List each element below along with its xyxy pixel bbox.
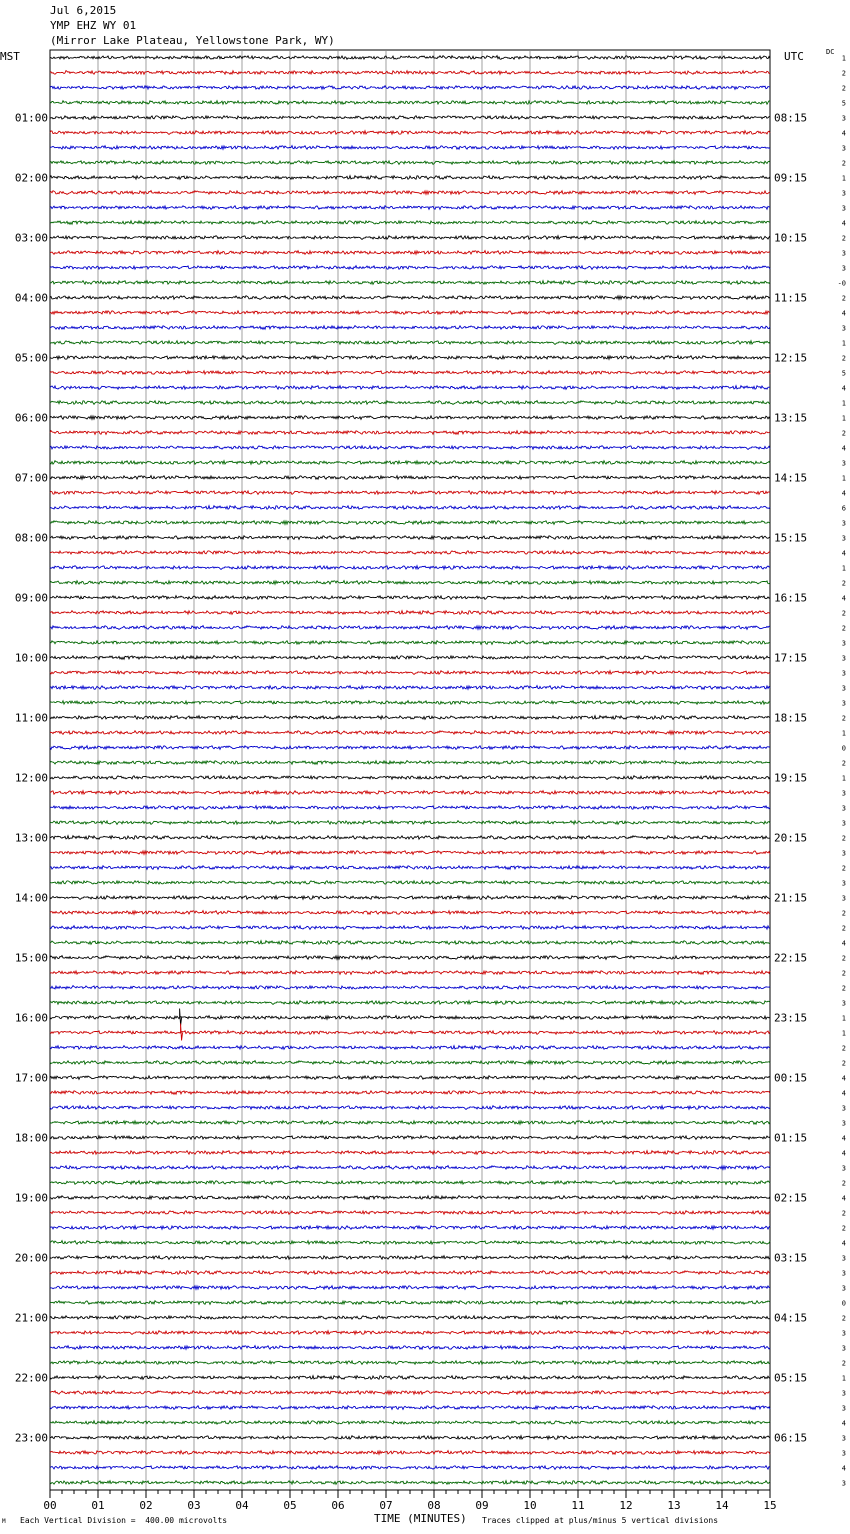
right-hour-label: 18:15 (774, 711, 808, 725)
dc-offset-label: 3 (841, 1479, 846, 1488)
header-date: Jul 6,2015 (50, 4, 117, 17)
dc-offset-label: 0 (841, 1299, 846, 1308)
dc-offset-label: 0 (841, 744, 846, 753)
trace-24 (50, 416, 770, 420)
right-hour-label: 13:15 (774, 411, 808, 425)
x-tick-label: 05 (283, 1499, 297, 1512)
right-hour-label: 02:15 (774, 1191, 808, 1205)
trace-27 (50, 461, 770, 465)
scale-note: Each Vertical Division = 400.00 microvolts (20, 1516, 228, 1525)
x-tick-label: 15 (763, 1499, 777, 1512)
dc-label: DC (826, 48, 835, 56)
dc-offset-label: 3 (841, 1389, 846, 1398)
x-tick-label: 12 (619, 1499, 633, 1512)
trace-54 (50, 866, 770, 870)
dc-offset-label: 3 (841, 264, 846, 273)
dc-offset-label: 1 (841, 729, 846, 738)
trace-86 (50, 1346, 770, 1350)
dc-offset-label: 1 (841, 339, 846, 348)
right-hour-label: 10:15 (774, 231, 808, 245)
dc-offset-label: 3 (841, 1449, 846, 1458)
dc-offset-label: 2 (841, 84, 846, 93)
trace-59 (50, 941, 770, 945)
left-hour-label: 12:00 (14, 771, 48, 785)
trace-41 (50, 671, 770, 675)
left-hour-label: 04:00 (14, 291, 48, 305)
trace-93 (50, 1451, 770, 1455)
dc-offset-label: 4 (841, 1074, 846, 1083)
dc-offset-label: 1 (841, 474, 846, 483)
trace-32 (50, 536, 770, 540)
dc-offset-label: 3 (841, 819, 846, 828)
dc-offset-label: 4 (841, 384, 846, 393)
trace-23 (50, 401, 770, 405)
dc-offset-label: 4 (841, 309, 846, 318)
right-hour-label: 12:15 (774, 351, 808, 365)
dc-offset-label: 3 (841, 324, 846, 333)
dc-offset-label: 3 (841, 1119, 846, 1128)
x-tick-label: 08 (427, 1499, 441, 1512)
trace-92 (50, 1436, 770, 1440)
dc-offset-label: 3 (841, 684, 846, 693)
trace-94 (50, 1466, 770, 1470)
trace-52 (50, 836, 770, 840)
left-hour-label: 10:00 (14, 651, 48, 665)
left-hour-label: 18:00 (14, 1131, 48, 1145)
dc-offset-label: 2 (841, 69, 846, 78)
dc-offset-label: 3 (841, 519, 846, 528)
x-tick-label: 01 (91, 1499, 105, 1512)
right-hour-label: 20:15 (774, 831, 808, 845)
dc-offset-label: 4 (841, 1464, 846, 1473)
trace-55 (50, 881, 770, 885)
trace-28 (50, 476, 770, 480)
right-hour-label: 09:15 (774, 171, 808, 185)
dc-offset-label: 2 (841, 759, 846, 768)
dc-offset-label: 2 (841, 864, 846, 873)
trace-25 (50, 431, 770, 435)
dc-offset-label: 2 (841, 579, 846, 588)
dc-offset-label: 2 (841, 609, 846, 618)
dc-offset-label: 4 (841, 219, 846, 228)
dc-offset-label: 3 (841, 639, 846, 648)
dc-offset-label: 2 (841, 1059, 846, 1068)
trace-12 (50, 236, 770, 240)
trace-71 (50, 1121, 770, 1125)
trace-21 (50, 371, 770, 375)
dc-offset-label: 3 (841, 654, 846, 663)
trace-62 (50, 986, 770, 990)
dc-offset-label: 3 (841, 1404, 846, 1413)
right-hour-label: 11:15 (774, 291, 808, 305)
left-hour-label: 19:00 (14, 1191, 48, 1205)
trace-60 (50, 956, 770, 960)
trace-67 (50, 1061, 770, 1065)
dc-offset-label: 3 (841, 789, 846, 798)
left-timezone-label: MST (0, 50, 20, 63)
dc-offset-label: 3 (841, 669, 846, 678)
dc-offset-label: 1 (841, 1374, 846, 1383)
x-tick-label: 14 (715, 1499, 729, 1512)
trace-76 (50, 1196, 770, 1200)
dc-offset-label: 4 (841, 129, 846, 138)
trace-47 (50, 761, 770, 765)
trace-13 (50, 251, 770, 255)
trace-48 (50, 776, 770, 780)
trace-30 (50, 506, 770, 510)
x-tick-label: 04 (235, 1499, 249, 1512)
dc-offset-label: 3 (841, 249, 846, 258)
trace-10 (50, 206, 770, 210)
trace-64 (50, 1016, 770, 1020)
trace-16 (50, 296, 770, 300)
dc-offset-label: 3 (841, 459, 846, 468)
trace-22 (50, 386, 770, 390)
trace-85 (50, 1331, 770, 1335)
dc-offset-label: 1 (841, 564, 846, 573)
dc-offset-label: 2 (841, 429, 846, 438)
dc-offset-label: 1 (841, 774, 846, 783)
left-hour-label: 03:00 (14, 231, 48, 245)
left-hour-label: 09:00 (14, 591, 48, 605)
trace-33 (50, 551, 770, 554)
trace-78 (50, 1226, 770, 1230)
corner-mark: M (2, 1518, 6, 1525)
clip-note: Traces clipped at plus/minus 5 vertical divisions (482, 1516, 719, 1525)
dc-offset-label: 2 (841, 1314, 846, 1323)
trace-7 (50, 161, 770, 165)
dc-offset-label: 3 (841, 1434, 846, 1443)
dc-offset-label: 3 (841, 699, 846, 708)
dc-offset-label: 3 (841, 849, 846, 858)
trace-82 (50, 1286, 770, 1290)
x-tick-label: 11 (571, 1499, 585, 1512)
trace-53 (50, 851, 770, 855)
trace-26 (50, 446, 770, 450)
trace-34 (50, 566, 770, 570)
trace-39 (50, 641, 770, 645)
left-hour-label: 22:00 (14, 1371, 48, 1385)
dc-offset-label: 3 (841, 1164, 846, 1173)
trace-81 (50, 1271, 770, 1275)
trace-29 (50, 491, 770, 495)
dc-offset-label: 4 (841, 489, 846, 498)
x-tick-label: 02 (139, 1499, 153, 1512)
right-hour-label: 21:15 (774, 891, 808, 905)
dc-offset-label: 2 (841, 1044, 846, 1053)
trace-77 (50, 1211, 770, 1215)
dc-offset-label: 2 (841, 984, 846, 993)
right-hour-label: 19:15 (774, 771, 808, 785)
trace-38 (50, 626, 770, 630)
dc-offset-label: 3 (841, 204, 846, 213)
dc-offset-label: 2 (841, 714, 846, 723)
x-tick-label: 13 (667, 1499, 681, 1512)
trace-80 (50, 1256, 770, 1260)
dc-offset-label: 2 (841, 354, 846, 363)
right-timezone-label: UTC (784, 50, 804, 63)
trace-95 (50, 1481, 770, 1485)
dc-offset-label: 3 (841, 1284, 846, 1293)
right-hour-label: 08:15 (774, 111, 808, 125)
right-hour-label: 22:15 (774, 951, 808, 965)
dc-offset-label: 2 (841, 1224, 846, 1233)
dc-offset-label: 1 (841, 1014, 846, 1023)
x-tick-label: 07 (379, 1499, 393, 1512)
dc-offset-label: 3 (841, 189, 846, 198)
trace-61 (50, 971, 770, 975)
right-hour-label: 05:15 (774, 1371, 808, 1385)
trace-31 (50, 521, 770, 525)
dc-offset-label: 3 (841, 804, 846, 813)
dc-offset-label: 3 (841, 144, 846, 153)
trace-84 (50, 1316, 770, 1320)
right-hour-label: 06:15 (774, 1431, 808, 1445)
trace-89 (50, 1391, 770, 1395)
dc-offset-label: 4 (841, 594, 846, 603)
trace-1 (50, 71, 770, 75)
trace-46 (50, 746, 770, 750)
trace-17 (50, 311, 770, 315)
left-hour-label: 21:00 (14, 1311, 48, 1325)
dc-offset-label: 3 (841, 879, 846, 888)
left-hour-label: 14:00 (14, 891, 48, 905)
right-hour-label: 01:15 (774, 1131, 808, 1145)
left-hour-label: 05:00 (14, 351, 48, 365)
x-tick-label: 09 (475, 1499, 489, 1512)
dc-offset-label: 2 (841, 954, 846, 963)
trace-50 (50, 806, 770, 810)
trace-69 (50, 1091, 770, 1095)
trace-layer (50, 56, 770, 1485)
dc-offset-label: 2 (841, 1179, 846, 1188)
left-hour-label: 07:00 (14, 471, 48, 485)
trace-91 (50, 1421, 770, 1425)
trace-87 (50, 1361, 770, 1365)
x-tick-label: 06 (331, 1499, 345, 1512)
trace-88 (50, 1376, 770, 1380)
dc-offset-label: 4 (841, 549, 846, 558)
dc-offset-label: 1 (841, 399, 846, 408)
trace-43 (50, 701, 770, 705)
trace-11 (50, 221, 770, 225)
trace-37 (50, 611, 770, 615)
left-hour-label: 02:00 (14, 171, 48, 185)
trace-18 (50, 326, 770, 330)
x-axis-label: TIME (MINUTES) (374, 1512, 467, 1525)
trace-14 (50, 266, 770, 270)
trace-3 (50, 101, 770, 105)
trace-2 (50, 86, 770, 90)
right-hour-label: 15:15 (774, 531, 808, 545)
x-tick-label: 03 (187, 1499, 201, 1512)
dc-offset-label: 1 (841, 174, 846, 183)
header-location: (Mirror Lake Plateau, Yellowstone Park, WY) (50, 34, 335, 47)
dc-offset-label: 4 (841, 1134, 846, 1143)
left-hour-label: 20:00 (14, 1251, 48, 1265)
trace-40 (50, 656, 770, 660)
dc-offset-label: 6 (841, 504, 846, 513)
header-station: YMP EHZ WY 01 (50, 19, 137, 32)
dc-offset-label: 3 (841, 1254, 846, 1263)
dc-offset-label: 4 (841, 1194, 846, 1203)
dc-offset-label: 3 (841, 114, 846, 123)
dc-offset-label: 3 (841, 999, 846, 1008)
trace-58 (50, 926, 770, 930)
dc-offset-label: 4 (841, 1089, 846, 1098)
right-hour-label: 17:15 (774, 651, 808, 665)
left-hour-label: 13:00 (14, 831, 48, 845)
dc-offset-label: 2 (841, 624, 846, 633)
left-hour-label: 16:00 (14, 1011, 48, 1025)
dc-offset-label: 2 (841, 1359, 846, 1368)
dc-offset-label: 3 (841, 894, 846, 903)
trace-9 (50, 191, 770, 195)
dc-offset-label: 3 (841, 1329, 846, 1338)
trace-44 (50, 716, 770, 720)
dc-offset-label: 4 (841, 444, 846, 453)
dc-offset-label: 4 (841, 1419, 846, 1428)
right-hour-label: 00:15 (774, 1071, 808, 1085)
trace-42 (50, 686, 770, 690)
dc-offset-label: 2 (841, 234, 846, 243)
left-hour-label: 15:00 (14, 951, 48, 965)
right-hour-label: 03:15 (774, 1251, 808, 1265)
x-tick-label: 00 (43, 1499, 57, 1512)
trace-70 (50, 1106, 770, 1110)
dc-offset-label: 1 (841, 1029, 846, 1038)
trace-45 (50, 731, 770, 735)
left-hour-label: 23:00 (14, 1431, 48, 1445)
trace-15 (50, 281, 770, 285)
trace-73 (50, 1151, 770, 1155)
dc-offset-label: 2 (841, 969, 846, 978)
dc-offset-label: 4 (841, 1239, 846, 1248)
trace-90 (50, 1406, 770, 1410)
left-hour-label: 17:00 (14, 1071, 48, 1085)
trace-4 (50, 116, 770, 120)
dc-offset-label: 4 (841, 1149, 846, 1158)
dc-offset-label: 4 (841, 939, 846, 948)
dc-offset-label: 5 (841, 99, 846, 108)
left-hour-label: 01:00 (14, 111, 48, 125)
trace-49 (50, 791, 770, 795)
time-axis (43, 1490, 776, 1512)
left-hour-label: 06:00 (14, 411, 48, 425)
dc-offset-label: 2 (841, 1209, 846, 1218)
trace-63 (50, 1001, 770, 1005)
dc-offset-label: 3 (841, 1104, 846, 1113)
trace-5 (50, 131, 770, 135)
trace-0 (50, 56, 770, 60)
dc-offset-label: 2 (841, 924, 846, 933)
trace-57 (50, 911, 770, 915)
trace-35 (50, 581, 770, 585)
dc-offset-label: 1 (841, 54, 846, 63)
trace-51 (50, 821, 770, 825)
dc-offset-label: 3 (841, 1344, 846, 1353)
right-hour-label: 16:15 (774, 591, 808, 605)
trace-79 (50, 1241, 770, 1245)
trace-66 (50, 1046, 770, 1050)
dc-offset-label: 3 (841, 1269, 846, 1278)
trace-36 (50, 596, 770, 600)
trace-83 (50, 1301, 770, 1305)
trace-75 (50, 1181, 770, 1185)
trace-19 (50, 341, 770, 345)
trace-20 (50, 356, 770, 360)
x-tick-label: 10 (523, 1499, 537, 1512)
trace-8 (50, 176, 770, 180)
dc-offset-label: 1 (841, 414, 846, 423)
right-hour-label: 23:15 (774, 1011, 808, 1025)
dc-offset-label: 2 (841, 834, 846, 843)
trace-74 (50, 1166, 770, 1170)
trace-56 (50, 896, 770, 900)
trace-65 (50, 1031, 770, 1035)
trace-68 (50, 1076, 770, 1080)
trace-72 (50, 1136, 770, 1140)
dc-offset-label: 5 (841, 369, 846, 378)
trace-6 (50, 146, 770, 150)
dc-offset-label: 2 (841, 159, 846, 168)
left-hour-label: 11:00 (14, 711, 48, 725)
dc-offset-label: 3 (841, 534, 846, 543)
right-hour-label: 04:15 (774, 1311, 808, 1325)
dc-offset-label: 2 (841, 294, 846, 303)
dc-offset-label: -0 (837, 279, 846, 288)
right-hour-label: 14:15 (774, 471, 808, 485)
dc-offset-label: 2 (841, 909, 846, 918)
left-hour-label: 08:00 (14, 531, 48, 545)
